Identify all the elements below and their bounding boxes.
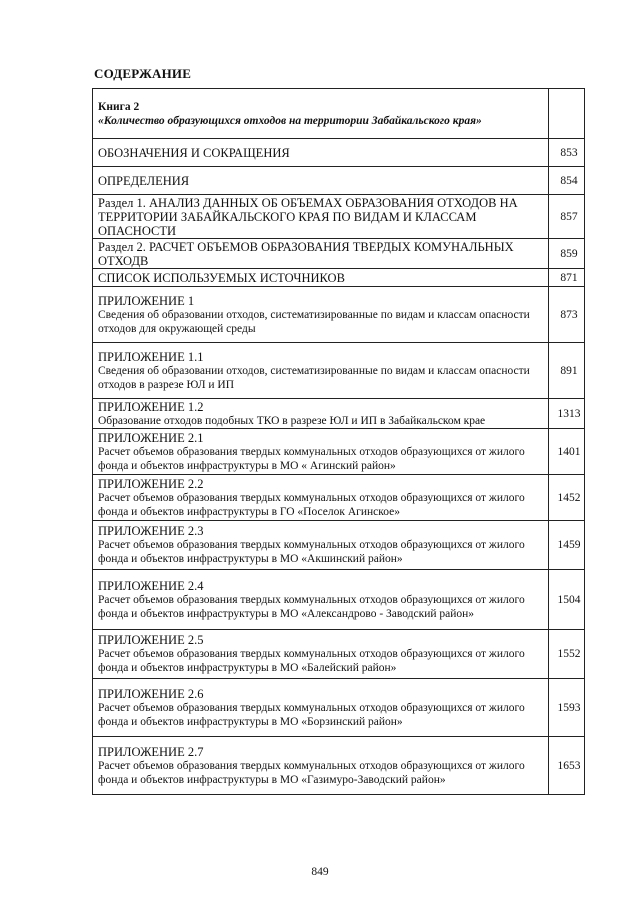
toc-entry-appendix-2-2[interactable]	[93, 475, 549, 521]
book-page-cell	[549, 89, 585, 139]
toc-row[interactable]	[93, 343, 585, 399]
appendix-title: ПРИЛОЖЕНИЕ 2.5	[98, 633, 204, 647]
book-header-row	[93, 89, 585, 139]
toc-page-number: 854	[549, 167, 585, 195]
toc-entry-section-2[interactable]: Раздел 2. РАСЧЕТ ОБЪЕМОВ ОБРАЗОВАНИЯ ТВЕРДЫХ КОМУНАЛЬНЫХ ОТХОДВ	[93, 239, 549, 269]
appendix-title: ПРИЛОЖЕНИЕ 2.1	[98, 430, 204, 445]
toc-row[interactable]	[93, 737, 585, 795]
toc-entry-designations[interactable]: ОБОЗНАЧЕНИЯ И СОКРАЩЕНИЯ	[93, 139, 549, 167]
appendix-title: ПРИЛОЖЕНИЕ 1.1	[98, 349, 204, 364]
toc-page-number: 1593	[549, 679, 585, 737]
appendix-title: ПРИЛОЖЕНИЕ 2.2	[98, 476, 204, 491]
appendix-description: Расчет объемов образования твердых коммунальных отходов образующихся от жилого фонда и объектов инфраструктуры в МО «Газимуро-Заводский район»	[98, 759, 525, 786]
appendix-title: ПРИЛОЖЕНИЕ 2.6	[98, 686, 204, 701]
toc-page-number: 1313	[549, 399, 585, 429]
toc-page-number: 1504	[549, 570, 585, 630]
toc-row[interactable]	[93, 269, 585, 287]
toc-entry-section-1[interactable]: Раздел 1. АНАЛИЗ ДАННЫХ ОБ ОБЪЕМАХ ОБРАЗОВАНИЯ ОТХОДОВ НА ТЕРРИТОРИИ ЗАБАЙКАЛЬСКОГО КРАЯ ПО ВИДАМ И КЛАССАМ ОПАСНОСТИ	[93, 195, 549, 239]
appendix-description: Образование отходов подобных ТКО в разрезе ЮЛ и ИП в Забайкальском крае	[98, 414, 486, 427]
toc-page-number: 871	[549, 269, 585, 287]
appendix-title: ПРИЛОЖЕНИЕ 1.2	[98, 399, 204, 414]
toc-row[interactable]	[93, 139, 585, 167]
toc-row[interactable]	[93, 195, 585, 239]
toc-entry-appendix-2-1[interactable]	[93, 429, 549, 475]
appendix-description: Расчет объемов образования твердых коммунальных отходов образующихся от жилого фонда и объектов инфраструктуры в ГО «Поселок Агинское»	[98, 491, 525, 518]
toc-row[interactable]	[93, 429, 585, 475]
page-number-footer: 849	[311, 866, 329, 878]
toc-row[interactable]	[93, 475, 585, 521]
toc-page-number: 859	[549, 239, 585, 269]
appendix-description: Сведения об образовании отходов, систематизированные по видам и классам опасности отходов для окружающей среды	[98, 308, 530, 335]
appendix-title: ПРИЛОЖЕНИЕ 1	[98, 293, 195, 308]
toc-entry-appendix-1-2[interactable]	[93, 399, 549, 429]
appendix-title: ПРИЛОЖЕНИЕ 2.7	[98, 744, 204, 759]
toc-row[interactable]	[93, 679, 585, 737]
toc-page-number: 857	[549, 195, 585, 239]
appendix-description: Сведения об образовании отходов, систематизированные по видам и классам опасности отходов в разрезе ЮЛ и ИП	[98, 364, 530, 391]
toc-row[interactable]	[93, 287, 585, 343]
appendix-description: Расчет объемов образования твердых коммунальных отходов образующихся от жилого фонда и объектов инфраструктуры в МО «Балейский район»	[98, 648, 525, 674]
page-heading: СОДЕРЖАНИЕ	[94, 66, 192, 81]
toc-page-number: 1653	[549, 737, 585, 795]
toc-row[interactable]	[93, 630, 585, 679]
toc-entry-definitions[interactable]: ОПРЕДЕЛЕНИЯ	[93, 167, 549, 195]
book-cell	[93, 89, 549, 139]
toc-page-number: 873	[549, 287, 585, 343]
toc-entry-appendix-2-4[interactable]	[93, 570, 549, 630]
toc-page-number: 1401	[549, 429, 585, 475]
appendix-description: Расчет объемов образования твердых коммунальных отходов образующихся от жилого фонда и объектов инфраструктуры в МО «Борзинский район»	[98, 701, 525, 728]
book-label: Книга 2	[98, 100, 140, 113]
toc-row[interactable]	[93, 167, 585, 195]
toc-row[interactable]	[93, 399, 585, 429]
toc-page-number: 891	[549, 343, 585, 399]
toc-row[interactable]	[93, 521, 585, 570]
appendix-description: Расчет объемов образования твердых коммунальных отходов образующихся от жилого фонда и объектов инфраструктуры в МО « Агинский район»	[98, 445, 525, 472]
appendix-title: ПРИЛОЖЕНИЕ 2.3	[98, 524, 204, 538]
toc-entry-appendix-1[interactable]	[93, 287, 549, 343]
toc-entry-sources[interactable]: СПИСОК ИСПОЛЬЗУЕМЫХ ИСТОЧНИКОВ	[93, 269, 549, 287]
toc-page-number: 853	[549, 139, 585, 167]
toc-entry-appendix-2-5[interactable]	[93, 630, 549, 679]
contents-table	[92, 88, 585, 795]
toc-page-number: 1459	[549, 521, 585, 570]
book-title: «Количество образующихся отходов на территории Забайкальского края»	[98, 114, 482, 127]
toc-page-number: 1552	[549, 630, 585, 679]
appendix-title: ПРИЛОЖЕНИЕ 2.4	[98, 578, 204, 593]
appendix-description: Расчет объемов образования твердых коммунальных отходов образующихся от жилого фонда и объектов инфраструктуры в МО «Александрово - Заводский район»	[98, 593, 525, 620]
appendix-description: Расчет объемов образования твердых коммунальных отходов образующихся от жилого фонда и объектов инфраструктуры в МО «Акшинский район»	[98, 539, 525, 565]
toc-entry-appendix-2-3[interactable]	[93, 521, 549, 570]
toc-page-number: 1452	[549, 475, 585, 521]
toc-row[interactable]	[93, 239, 585, 269]
toc-entry-appendix-2-6[interactable]	[93, 679, 549, 737]
toc-entry-appendix-2-7[interactable]	[93, 737, 549, 795]
toc-row[interactable]	[93, 570, 585, 630]
toc-entry-appendix-1-1[interactable]	[93, 343, 549, 399]
